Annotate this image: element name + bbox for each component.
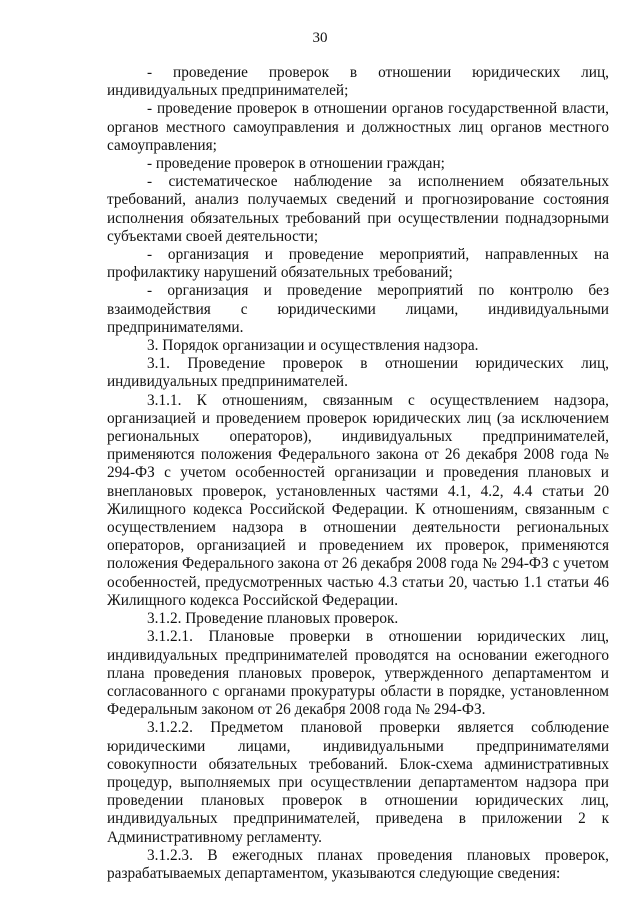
paragraph-3-1-2-3: 3.1.2.3. В ежегодных планах проведения плановых проверок, разрабатываемых департаментом, указываются следующие сведения: <box>107 846 609 882</box>
paragraph-systematic-monitoring: - систематическое наблюдение за исполнением обязательных требований, анализ получаемых сведений и прогнозирование состояния исполнения обязательных требований при осуществлении поднадзорными субъектами своей деятельности; <box>107 173 609 245</box>
section-heading-3: 3. Порядок организации и осуществления надзора. <box>147 337 479 355</box>
section-heading-3-1-2: 3.1.2. Проведение плановых проверок. <box>147 610 399 628</box>
paragraph-legal-entities-inspections: - проведение проверок в отношении юридических лиц, индивидуальных предпринимателей; <box>107 64 609 100</box>
document-body <box>107 64 609 883</box>
paragraph-prevention-measures: - организация и проведение мероприятий, направленных на профилактику нарушений обязательных требований; <box>107 246 609 282</box>
paragraph-government-bodies-inspections: - проведение проверок в отношении органов государственной власти, органов местного самоуправления и должностных лиц органов местного самоуправления; <box>107 100 609 154</box>
section-heading-3-1: 3.1. Проведение проверок в отношении юридических лиц, индивидуальных предпринимателей. <box>107 355 609 391</box>
paragraph-3-1-2-2: 3.1.2.2. Предметом плановой проверки является соблюдение юридическими лицами, индивидуальными предпринимателями совокупности обязательных требований. Блок-схема административных процедур, выполняемых при осуществлении департаментом надзора при проведении плановых проверок в отношении юридических лиц, индивидуальных предпринимателей, приведена в приложении 2 к Административному регламенту. <box>107 719 609 846</box>
paragraph-control-without-interaction: - организация и проведение мероприятий по контролю без взаимодействия с юридическими лицами, индивидуальными предпринимателями. <box>107 282 609 336</box>
paragraph-3-1-1: 3.1.1. К отношениям, связанным с осуществлением надзора, организацией и проведением проверок юридических лиц (за исключением региональных операторов), индивидуальных предпринимателей, применяются положения Федерального закона от 26 декабря 2008 года № 294-ФЗ с учетом особенностей организации и проведения плановых и внеплановых проверок, установленных частями 4.1, 4.2, 4.4 статьи 20 Жилищного кодекса Российской Федерации. К отношениям, связанным с осуществлением надзора в отношении деятельности региональных операторов, организацией и проведением их проверок, применяются положения Федерального закона от 26 декабря 2008 года № 294-ФЗ с учетом особенностей, предусмотренных частью 4.3 статьи 20, частью 1.1 статьи 46 Жилищного кодекса Российской Федерации. <box>107 391 609 609</box>
page-number: 30 <box>312 30 328 46</box>
paragraph-3-1-2-1: 3.1.2.1. Плановые проверки в отношении юридических лиц, индивидуальных предпринимателей проводятся на основании ежегодного плана проведения плановых проверок, утвержденного департаментом и согласованного с органами прокуратуры области в порядке, установленном Федеральным законом от 26 декабря 2008 года № 294-ФЗ. <box>107 628 609 719</box>
paragraph-citizens-inspections: - проведение проверок в отношении граждан; <box>147 155 445 173</box>
